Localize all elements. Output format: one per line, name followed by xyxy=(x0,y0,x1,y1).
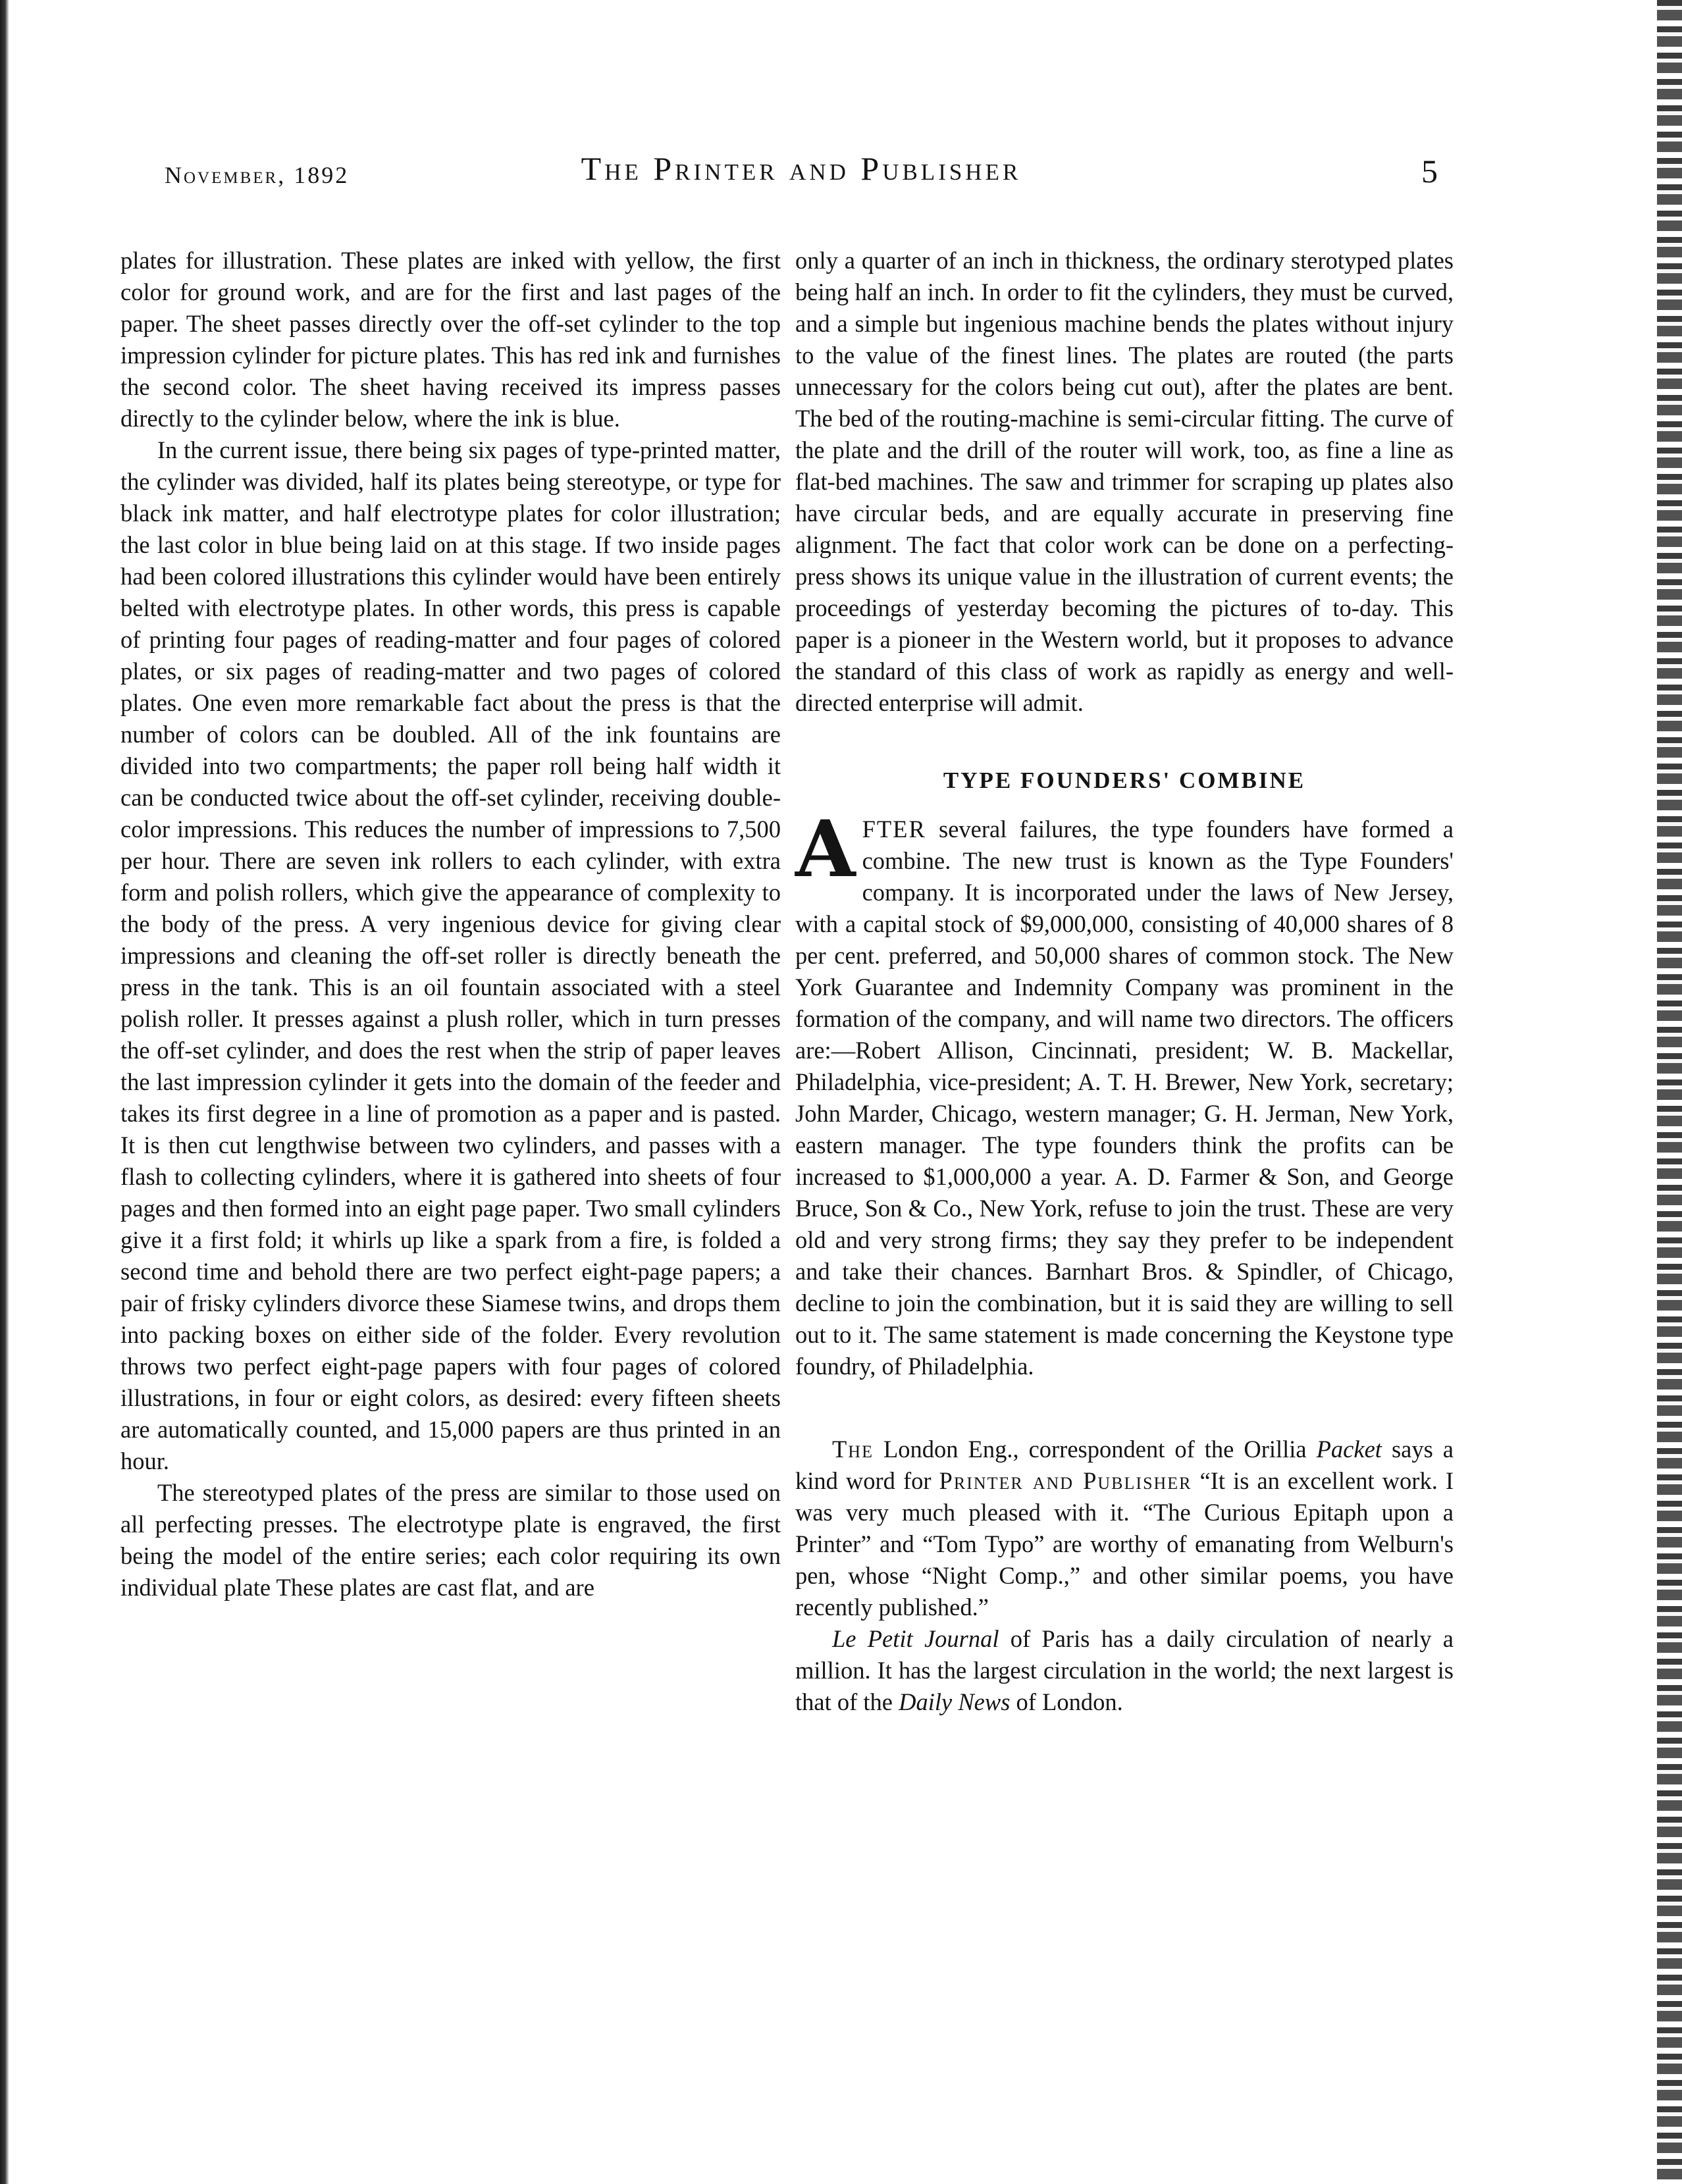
text-run: London Eng., correspondent of the Orillia xyxy=(873,1436,1317,1463)
page-number: 5 xyxy=(1421,153,1438,190)
newspaper-name-packet: Packet xyxy=(1316,1436,1382,1463)
paragraph-press-plates: plates for illustration. These plates are inked with yellow, the first color for ground work, and are for the first and last pages of the paper. The sheet passes directly over the off-set cylinder to the top impression cylinder for picture plates. This has red ink and furnishes the second color. The sheet having received its impress passes directly to the cylinder below, where the ink is blue. xyxy=(120,247,781,432)
lead-in-caps-2: The xyxy=(832,1436,874,1463)
section-heading: TYPE FOUNDERS' COMBINE xyxy=(943,767,1306,793)
lead-in-caps: FTER xyxy=(862,816,926,843)
scan-edge-right xyxy=(1657,0,1682,2184)
running-head xyxy=(165,150,1438,192)
right-column xyxy=(795,245,1454,1718)
paragraph-type-founders-body: several failures, the type founders have formed a combine. The new trust is known as the Type Founders' company. It is incorporated under the laws of New Jersey, with a capital stock of $9,000,000, consisting of 40,000 shares of 8 per cent. preferred, and 50,000 shares of common stock. The New York Guarantee and Indemnity Company was prominent in the formation of the company, and will name two directors. The officers are:—Robert Allison, Cincinnati, president; W. B. Mackellar, Philadelphia, vice-president; A. T. H. Brewer, New York, secretary; John Marder, Chicago, western manager; G. H. Jerman, New York, eastern manager. The type founders think the profits can be increased to $1,000,000 a year. A. D. Farmer & Son, and George Bruce, Son & Co., New York, refuse to join the trust. These are very old and very strong firms; they say they prefer to be independent and take their chances. Barnhart Bros. & Spindler, of Chicago, decline to join the combination, but it is said they are willing to sell out to it. The same statement is made concerning the Keystone type foundry, of Philadelphia. xyxy=(795,816,1454,1380)
scan-edge-left xyxy=(0,0,9,2184)
newspaper-name-daily-news: Daily News xyxy=(899,1688,1011,1715)
publication-title: The Printer and Publisher xyxy=(581,150,1022,187)
paragraph-stereotyped-plates: The stereotyped plates of the press are similar to those used on all perfecting presses. The electrotype plate is engraved, the first being the model of the entire series; each color requiring its own individual plate These plates are cast flat, and are xyxy=(120,1479,781,1601)
paragraph-type-founders xyxy=(795,803,1454,1382)
paragraph-london-correspondent xyxy=(795,1434,1454,1623)
section-spacer xyxy=(795,1382,1454,1434)
paragraph-plate-thickness: only a quarter of an inch in thickness, the ordinary sterotyped plates being half an inch. In order to fit the cylinders, they must be curved, and a simple but ingenious machine bends the plates without injury to the value of the finest lines. The plates are routed (the parts unnecessary for the colors being cut out), after the plates are bent. The bed of the routing-machine is semi-circular fitting. The curve of the plate and the drill of the router will work, too, as fine a line as flat-bed machines. The saw and trimmer for scraping up plates also have circular beds, and are equally accurate in preserving fine alignment. The fact that color work can be done on a perfecting-press shows its unique value in the illustration of current events; the proceedings of yesterday becoming the pictures of to-day. This paper is a pioneer in the Western world, but it proposes to advance the standard of this class of work as rapidly as energy and well-directed enterprise will admit. xyxy=(795,247,1454,716)
text-run: says a kind word for xyxy=(795,1436,1454,1494)
drop-cap-letter: A xyxy=(795,803,856,895)
text-run: of London. xyxy=(1010,1688,1123,1715)
paragraph-le-petit-journal xyxy=(795,1623,1454,1718)
left-column xyxy=(120,245,781,1603)
newspaper-name-le-petit-journal: Le Petit Journal xyxy=(832,1625,999,1652)
paragraph-current-issue: In the current issue, there being six pages of type-printed matter, the cylinder was divided, half its plates being stereotype, or type for black ink matter, and half electrotype plates for color illustration; the last color in blue being laid on at this stage. If two inside pages had been colored illustrations this cylinder would have been entirely belted with electrotype plates. In other words, this press is capable of printing four pages of reading-matter and four pages of colored plates, or six pages of reading-matter and two pages of colored plates. One even more remarkable fact about the press is that the number of colors can be doubled. All of the ink fountains are divided into two compartments; the paper roll being half width it can be conducted twice about the off-set cylinder, receiving double-color impressions. This reduces the number of impressions to 7,500 per hour. There are seven ink rollers to each cylinder, with extra form and polish rollers, which give the appearance of complexity to the body of the press. A very ingenious device for giving clear impressions and cleaning the off-set roller is directly beneath the press in the tank. This is an oil fountain associated with a steel polish roller. It presses against a plush roller, which in turn presses the off-set cylinder, and does the rest when the strip of paper leaves the last impression cylinder it gets into the domain of the feeder and takes its first degree in a line of promotion as a paper and is pasted. It is then cut lengthwise between two cylinders, and passes with a flash to collecting cylinders, where it is gathered into sheets of four pages and then formed into an eight page paper. Two small cylinders give it a first fold; it whirls up like a spark from a fire, is folded a second time and behold there are two perfect eight-page papers; a pair of frisky cylinders divorce these Siamese twins, and drops them into packing boxes on either side of the folder. Every revolution throws two perfect eight-page papers with four pages of colored illustrations, in four or eight colors, as desired: every fifteen sheets are automatically counted, and 15,000 papers are thus printed in an hour. xyxy=(120,436,781,1474)
text-run: “It is an excellent work. I was very much pleased with it. “The Curious Epitaph upon a Printer” and “Tom Typo” are worthy of emanating from Welburn's pen, whose “Night Comp.,” and other similar poems, you have recently published.” xyxy=(795,1467,1454,1621)
issue-date: November, 1892 xyxy=(165,162,350,188)
text-run: of Paris has a daily circulation of nearly a million. It has the largest circulation in the world; the next largest is that of the xyxy=(795,1625,1454,1715)
publication-name-smallcaps: Printer and Publisher xyxy=(939,1467,1192,1494)
